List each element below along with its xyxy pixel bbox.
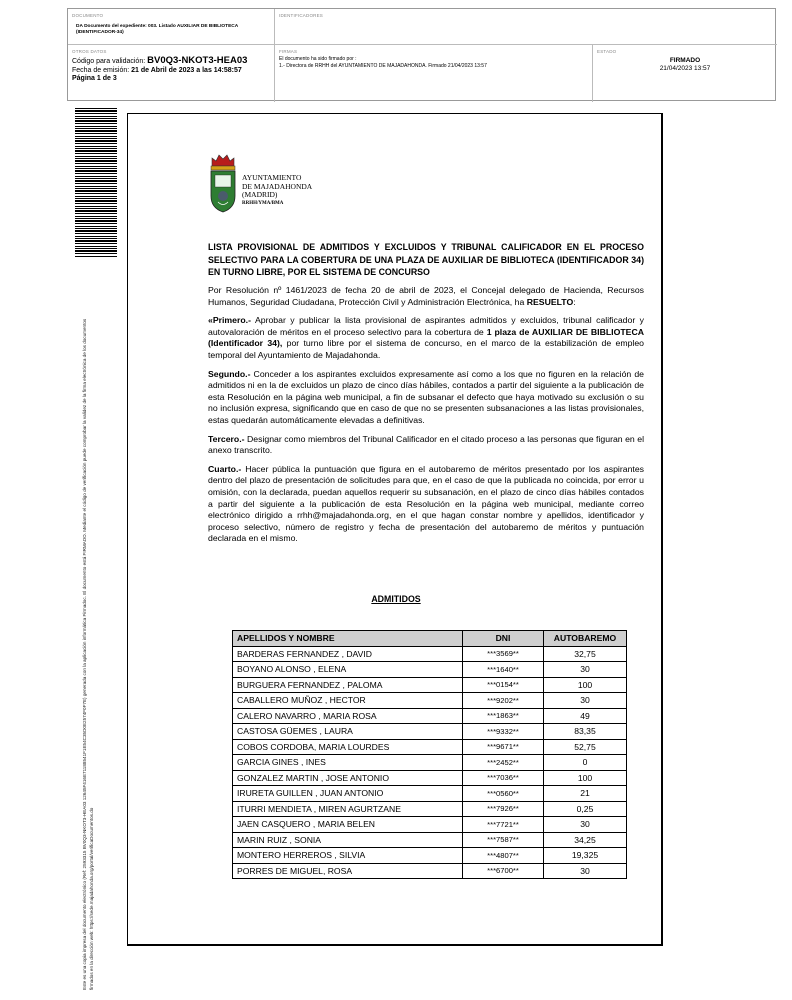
primero-label: «Primero.- [208, 315, 251, 326]
tercero-text: Designar como miembros del Tribunal Calificador en el citado proceso a las personas que figuran en el anexo transcrito. [208, 433, 644, 456]
cell-autobaremo: 0,25 [544, 801, 627, 817]
intro-post: : [573, 296, 576, 307]
codigo-prefix: Código para validación: [72, 58, 146, 65]
table-row [233, 708, 627, 724]
tercero-paragraph [208, 434, 644, 457]
documento-label: DOCUMENTO [72, 13, 104, 18]
cell-dni: ***9332** [463, 724, 544, 740]
firmas-label: FIRMAS [279, 49, 298, 54]
cell-autobaremo: 30 [544, 817, 627, 833]
side-verification-note: Este es una copia impresa del documento electrónico (Ref: 2593315 BV0Q3-NKOT3-HEA03 12645F416E71188541F1E54C35D0E2574F0F7E) generada con la aplicación informática Firmadoc. El documento está FIRMADO. Mediante el código de verificación puede comprobar la validez de la firma electrónica de los documentos firmados en la dirección web: https://sede.majadahonda.org/portal/verificaDocumentos.do [82, 318, 94, 990]
table-row [233, 832, 627, 848]
cell-dni: ***1863** [463, 708, 544, 724]
cell-dni: ***2452** [463, 755, 544, 771]
intro-paragraph [208, 285, 644, 308]
identificadores-cell [275, 9, 777, 45]
cuarto-paragraph [208, 464, 644, 545]
cuarto-text: Hacer pública la puntuación que figura en el autobaremo de méritos presentado por los aspirantes dentro del plazo de presentación de solicitudes para que, en el caso de que la publicada no coincida, por error u omisión, con la declarada, puedan aquellos requerir su subsanación, en el plazo de cinco días hábiles contados a partir del siguiente a la publicación de esta Resolución en la página web municipal, mediante correo electrónico dirigido a rrhh@majadahonda.org, en el que hagan constar nombre y apellidos, identificador y proceso selectivo, número de registro y fecha de presentación del autobaremo de méritos y puntuación declarada en el mismo. [208, 463, 644, 544]
documento-text: DA Documento del expediente: 003. Listado AUXILIAR DE BIBLIOTECA (IDENTIFICADOR-34) [76, 24, 239, 35]
cell-dni: ***4807** [463, 848, 544, 864]
intro-bold: RESUELTO [526, 296, 574, 307]
table-row [233, 724, 627, 740]
cell-autobaremo: 52,75 [544, 739, 627, 755]
documento-cell [68, 9, 275, 45]
cell-autobaremo: 21 [544, 786, 627, 802]
primero-bold: 1 plaza de AUXILIAR DE BIBLIOTECA (Identificador 34), [208, 326, 644, 349]
primero-text2: por turno libre por el sistema de concurso, en el marco de la estabilización de empleo temporal del Ayuntamiento de Majadahonda. [208, 338, 644, 360]
header-autobaremo: AUTOBAREMO [544, 631, 627, 647]
cell-autobaremo: 30 [544, 662, 627, 678]
validation-code [72, 57, 270, 84]
firmas-cell [275, 45, 593, 102]
cell-name: CASTOSA GÜEMES , LAURA [233, 724, 463, 740]
cell-name: BOYANO ALONSO , ELENA [233, 662, 463, 678]
signature-header [67, 8, 776, 101]
cell-autobaremo: 30 [544, 863, 627, 879]
segundo-paragraph [208, 369, 644, 427]
table-row [233, 693, 627, 709]
estado-value: FIRMADO [669, 57, 701, 64]
cell-autobaremo: 49 [544, 708, 627, 724]
table-row [233, 755, 627, 771]
cell-name: CABALLERO MUÑOZ , HECTOR [233, 693, 463, 709]
estado-block [597, 57, 773, 73]
table-row [233, 863, 627, 879]
cell-name: BURGUERA FERNANDEZ , PALOMA [233, 677, 463, 693]
coat-of-arms-icon [206, 152, 240, 214]
tercero-label: Tercero.- [208, 433, 245, 444]
codigo-value: BV0Q3-NKOT3-HEA03 [147, 55, 248, 66]
cell-dni: ***7926** [463, 801, 544, 817]
table-row [233, 801, 627, 817]
primero-text1: Aprobar y publicar la lista provisional de aspirantes admitidos y excluidos, tribunal calificador y autovaloración de méritos en el proceso selectivo para la cobertura de [208, 315, 644, 337]
primero-paragraph [208, 315, 644, 361]
cell-dni: ***9671** [463, 739, 544, 755]
firmas-line2: 1.- Directora de RRHH del AYUNTAMIENTO DE MAJADAHONDA. Firmado 21/04/2023 13:57 [279, 62, 487, 69]
header-dni: DNI [463, 631, 544, 647]
cell-name: CALERO NAVARRO , MARIA ROSA [233, 708, 463, 724]
letterhead-code: RRHH/YMA/BMA [242, 200, 284, 206]
estado-label: ESTADO [597, 49, 617, 54]
cuarto-label: Cuarto.- [208, 463, 242, 474]
identificadores-label: IDENTIFICADORES [279, 13, 324, 18]
barcode-icon [75, 108, 117, 258]
table-row [233, 739, 627, 755]
letterhead-line2: DE MAJADAHONDA [242, 181, 313, 191]
table-header-row [233, 631, 627, 647]
segundo-label: Segundo.- [208, 368, 251, 379]
cell-autobaremo: 32,75 [544, 646, 627, 662]
table-row [233, 770, 627, 786]
cell-dni: ***3569** [463, 646, 544, 662]
table-row [233, 677, 627, 693]
letterhead [242, 174, 312, 208]
cell-autobaremo: 0 [544, 755, 627, 771]
cell-autobaremo: 19,325 [544, 848, 627, 864]
table-row [233, 786, 627, 802]
cell-dni: ***0560** [463, 786, 544, 802]
table-row [233, 662, 627, 678]
cell-name: GONZALEZ MARTIN , JOSE ANTONIO [233, 770, 463, 786]
document-body [208, 285, 644, 552]
estado-date: 21/04/2023 13:57 [659, 65, 711, 72]
cell-dni: ***7587** [463, 832, 544, 848]
cell-dni: ***7721** [463, 817, 544, 833]
cell-name: IRURETA GUILLEN , JUAN ANTONIO [233, 786, 463, 802]
cell-dni: ***0154** [463, 677, 544, 693]
table-body [233, 646, 627, 879]
fecha-prefix: Fecha de emisión: [72, 66, 130, 74]
cell-name: GARCIA GINES , INES [233, 755, 463, 771]
cell-name: COBOS CORDOBA, MARIA LOURDES [233, 739, 463, 755]
cell-name: PORRES DE MIGUEL, ROSA [233, 863, 463, 879]
cell-name: JAEN CASQUERO , MARIA BELEN [233, 817, 463, 833]
fecha-value: 21 de Abril de 2023 a las 14:58:57 [131, 66, 242, 74]
otros-datos-label: OTROS DATOS [72, 49, 107, 54]
cell-dni: ***1640** [463, 662, 544, 678]
cell-dni: ***9202** [463, 693, 544, 709]
cell-name: MONTERO HERREROS , SILVIA [233, 848, 463, 864]
cell-autobaremo: 83,35 [544, 724, 627, 740]
table-row [233, 646, 627, 662]
letterhead-line3: (MADRID) [242, 190, 278, 199]
otros-datos-cell [68, 45, 275, 102]
document-title: LISTA PROVISIONAL DE ADMITIDOS Y EXCLUIDOS Y TRIBUNAL CALIFICADOR EN EL PROCESO SELECTIVO PARA LA COBERTURA DE UNA PLAZA DE AUXILIAR DE BIBLIOTECA (IDENTIFICADOR 34) EN TURNO LIBRE, POR EL SISTEMA DE CONCURSO [208, 242, 644, 278]
cell-name: ITURRI MENDIETA , MIREN AGURTZANE [233, 801, 463, 817]
cell-autobaremo: 100 [544, 677, 627, 693]
admitidos-heading: ADMITIDOS [371, 594, 421, 604]
table-row [233, 848, 627, 864]
table-row [233, 817, 627, 833]
letterhead-line1: AYUNTAMIENTO [242, 173, 302, 182]
admitidos-table [232, 630, 627, 879]
pagina: Página 1 de 3 [72, 75, 117, 82]
header-name: APELLIDOS Y NOMBRE [233, 631, 463, 647]
cell-dni: ***7036** [463, 770, 544, 786]
estado-cell [593, 45, 777, 102]
cell-autobaremo: 100 [544, 770, 627, 786]
cell-dni: ***6700** [463, 863, 544, 879]
cell-autobaremo: 34,25 [544, 832, 627, 848]
intro-text: Por Resolución nº 1461/2023 de fecha 20 de abril de 2023, el Concejal delegado de Hacienda, Recursos Humanos, Seguridad Ciudadana, Protección Civil y Administración Electrónica, ha [208, 285, 644, 307]
cell-name: MARIN RUIZ , SONIA [233, 832, 463, 848]
segundo-text: Conceder a los aspirantes excluidos expresamente así como a los que no figuren en la relación de admitidos ni en la de excluidos un plazo de cinco días hábiles, contados a partir del siguiente a la publicación de esta Resolución en la página web municipal, a fin de subsanar el defecto que haya motivado su exclusión o su no inclusión expresa, significando que en caso de que no se presenten subsanaciones a las listas provisionales, estas quedarán automáticamente elevadas a definitivas. [208, 368, 644, 425]
cell-autobaremo: 30 [544, 693, 627, 709]
cell-name: BARDERAS FERNANDEZ , DAVID [233, 646, 463, 662]
firmas-line1: El documento ha sido firmado por : [279, 56, 357, 62]
